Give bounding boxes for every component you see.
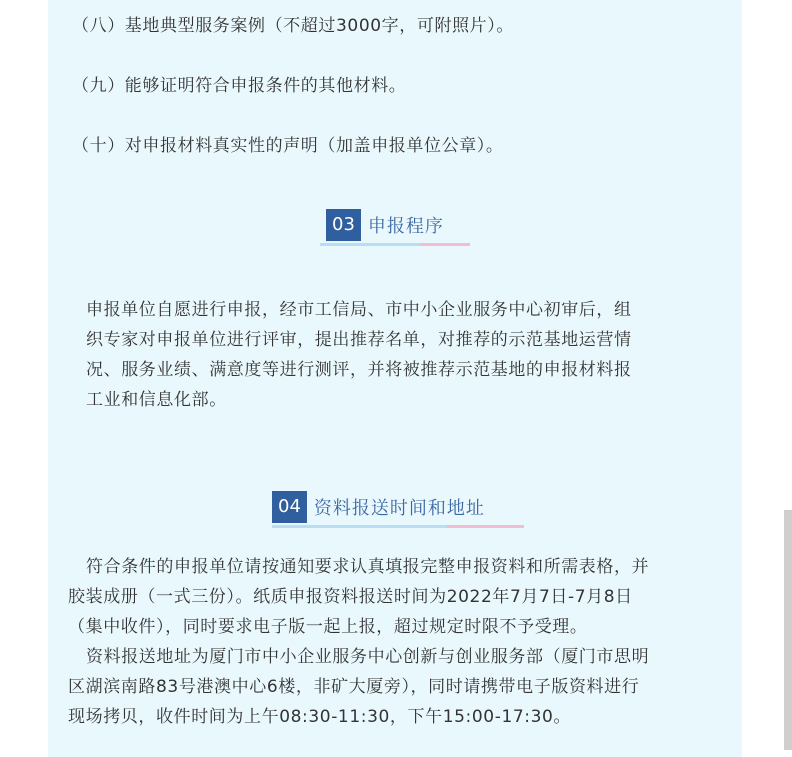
paragraph-line: 资料报送地址为厦门市中小企业服务中心创新与创业服务部（厦门市思明: [86, 647, 650, 667]
paragraph-line: 申报单位自愿进行申报，经市工信局、市中小企业服务中心初审后，组: [86, 300, 632, 320]
section-number-badge: 04: [272, 491, 307, 523]
heading-underline-pink: [420, 243, 470, 246]
list-item-9: （九）能够证明符合申报条件的其他材料。: [72, 76, 407, 96]
paragraph-line: 现场拷贝，收件时间为上午08:30-11:30，下午15:00-17:30。: [68, 707, 572, 727]
paragraph-line: 况、服务业绩、满意度等进行测评，并将被推荐示范基地的申报材料报: [86, 360, 632, 380]
list-item-10: （十）对申报材料真实性的声明（加盖申报单位公章）。: [72, 136, 504, 156]
paragraph-line: 符合条件的申报单位请按通知要求认真填报完整申报资料和所需表格，并: [86, 557, 650, 577]
section-title: 资料报送时间和地址: [313, 498, 485, 519]
section-number-badge: 03: [326, 209, 361, 241]
scrollbar-thumb[interactable]: [784, 510, 792, 750]
paragraph-line: 区湖滨南路83号港澳中心6楼，非矿大厦旁），同时请携带电子版资料进行: [68, 677, 640, 697]
paragraph-line: 织专家对申报单位进行评审，提出推荐名单，对推荐的示范基地运营情: [86, 330, 632, 350]
list-item-8: （八）基地典型服务案例（不超过3000字，可附照片）。: [72, 16, 514, 36]
section-heading-04: [272, 488, 485, 526]
paragraph-line: 胶装成册（一式三份）。纸质申报资料报送时间为2022年7月7日-7月8日: [68, 587, 633, 607]
section-title: 申报程序: [367, 216, 444, 237]
section-heading-03: [326, 206, 444, 244]
heading-underline-blue: [320, 243, 420, 246]
paragraph-line: （集中收件），同时要求电子版一起上报，超过规定时限不予受理。: [68, 617, 588, 637]
heading-underline-blue: [272, 525, 447, 528]
paragraph-line: 工业和信息化部。: [86, 390, 227, 410]
heading-underline-pink: [447, 525, 524, 528]
